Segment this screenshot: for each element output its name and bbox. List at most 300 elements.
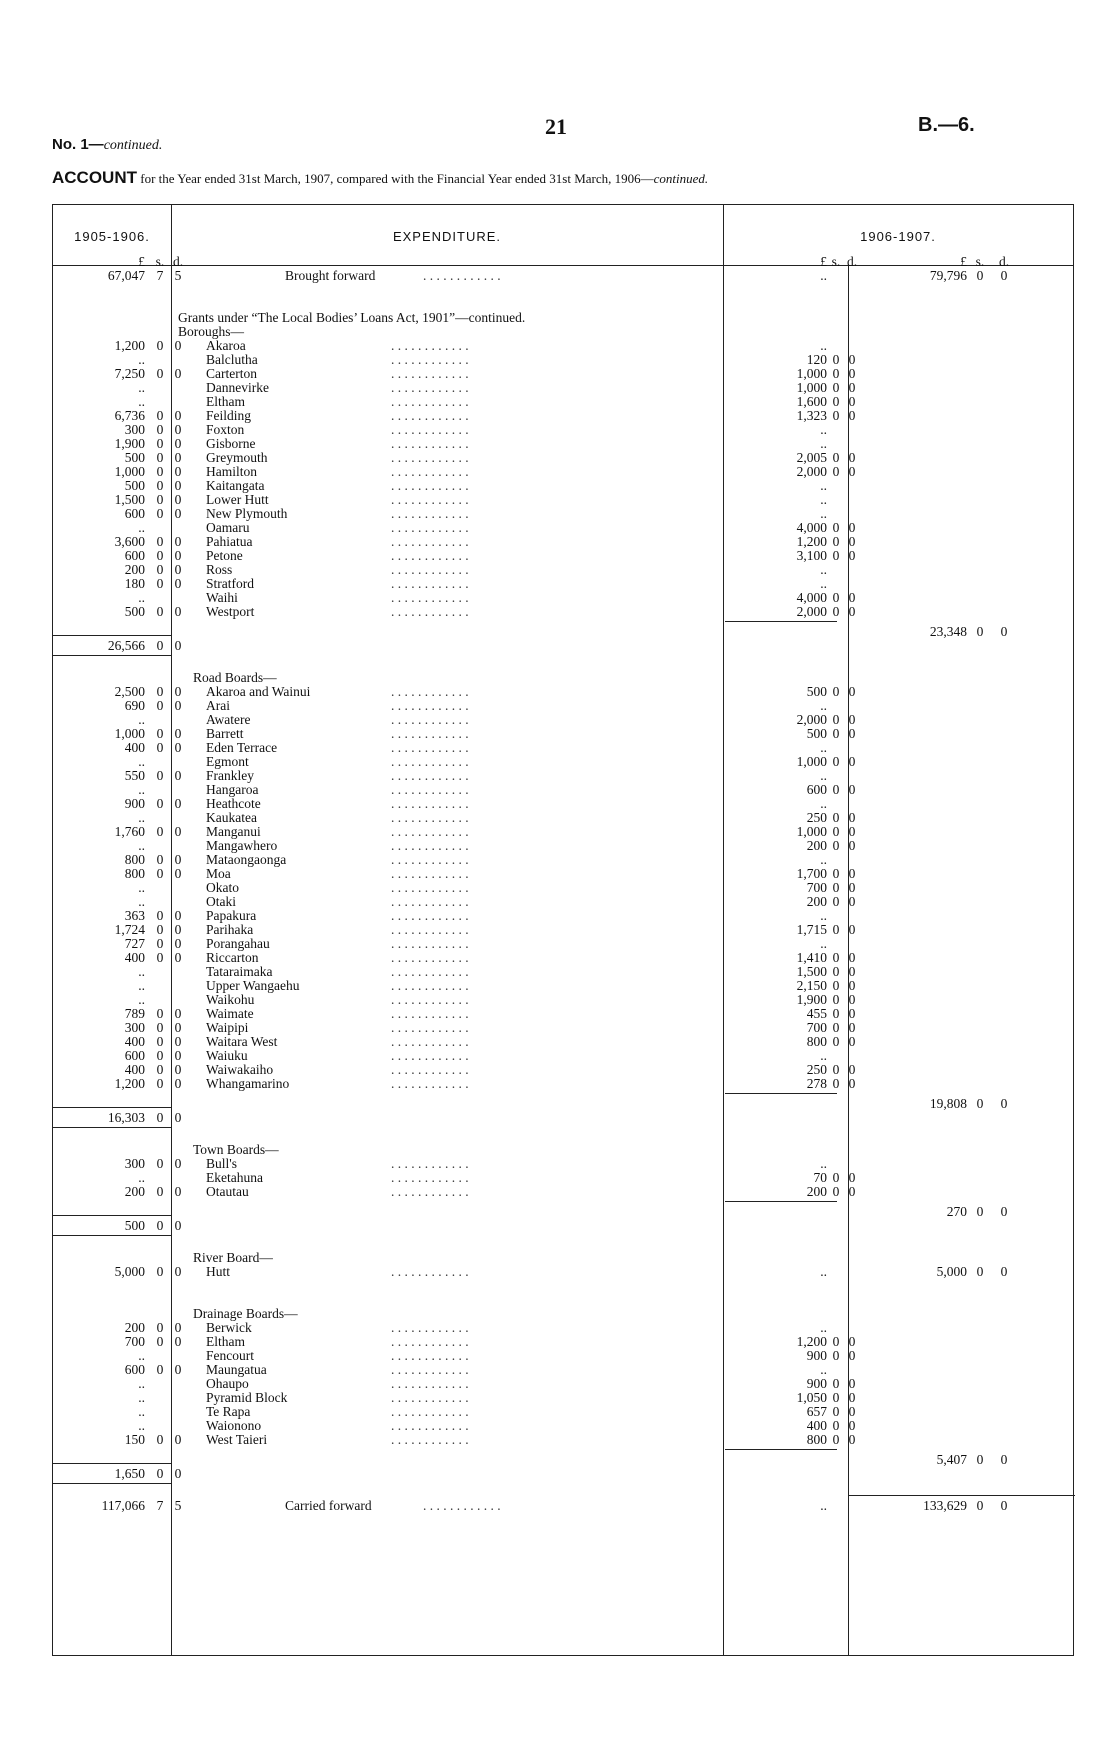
cur-shillings: 0: [832, 1376, 840, 1391]
prev-amount: ..: [138, 1418, 145, 1433]
body-name: Otaki: [206, 894, 236, 909]
prev-amount: 800: [124, 866, 145, 881]
body-name: Waimate: [206, 1006, 254, 1021]
cur-amount: 1,323: [796, 408, 827, 423]
cell-dots: . . . . . . . . . . . .: [391, 1391, 469, 1405]
cur-pence: 0: [848, 1432, 856, 1447]
cur-shillings: 0: [832, 922, 840, 937]
body-name: Mataongaonga: [206, 852, 287, 867]
body-name: Stratford: [206, 576, 254, 591]
cell-dots: . . . . . . . . . . . .: [391, 1377, 469, 1391]
prev-amount: 200: [124, 1320, 145, 1335]
prev-pence: 0: [174, 366, 182, 381]
table-row: [53, 1035, 1073, 1049]
prev-shillings: 0: [156, 1048, 164, 1063]
prev-shillings: 0: [156, 492, 164, 507]
group-total: 270: [946, 1204, 967, 1219]
cell-dots: . . . . . . . . . . . .: [391, 881, 469, 895]
group-total: 19,808: [929, 1096, 967, 1111]
prev-pence: 0: [174, 408, 182, 423]
cur-shillings: 0: [832, 964, 840, 979]
cell-dots: . . . . . . . . . . . .: [391, 839, 469, 853]
cur-pence: 0: [848, 922, 856, 937]
cur-pence: 0: [848, 380, 856, 395]
cur-pence: 0: [848, 880, 856, 895]
cell-dots: . . . . . . . . . . . .: [391, 339, 469, 353]
prev-shillings: 0: [156, 866, 164, 881]
prev-amount: ..: [138, 1170, 145, 1185]
prev-pence: 0: [174, 866, 182, 881]
group-total-row: [53, 1453, 1073, 1467]
cell-dots: . . . . . . . . . . . .: [391, 1063, 469, 1077]
cur-amount: 1,200: [796, 1334, 827, 1349]
pound-sign: £: [820, 254, 827, 269]
prev-shillings: 0: [156, 768, 164, 783]
table-row: [53, 1419, 1073, 1433]
prev-pence: 0: [174, 506, 182, 521]
table-row: [53, 1171, 1073, 1185]
pence-sign: d.: [172, 254, 184, 269]
prev-group-total: 16,303: [107, 1110, 145, 1125]
cell-dots: . . . . . . . . . . . .: [391, 727, 469, 741]
cell-dots: . . . . . . . . . . . .: [391, 979, 469, 993]
table-row: [53, 395, 1073, 409]
cur-pence: 0: [848, 992, 856, 1007]
total-rule: [725, 1201, 837, 1202]
prev-shillings: 0: [156, 478, 164, 493]
body-name: Oamaru: [206, 520, 250, 535]
total-rule: [53, 1215, 171, 1216]
body-name: Waipipi: [206, 1020, 249, 1035]
prev-pence: 0: [174, 436, 182, 451]
cell-dots: . . . . . . . . . . . .: [391, 1433, 469, 1447]
prev-total-row: [53, 1219, 1073, 1233]
cur-amount: 1,200: [796, 534, 827, 549]
prev-total-row: [53, 639, 1073, 653]
cur-shillings: 0: [832, 352, 840, 367]
body-name: Greymouth: [206, 450, 268, 465]
prev-pence: 0: [174, 422, 182, 437]
cur-pence: 0: [848, 366, 856, 381]
table-row: [53, 979, 1073, 993]
cell-dots: . . . . . . . . . . . .: [391, 923, 469, 937]
cell-dots: . . . . . . . . . . . .: [391, 507, 469, 521]
body-name: Waiuku: [206, 1048, 248, 1063]
cur-amount: ..: [820, 1048, 827, 1063]
cell-dots: . . . . . . . . . . . .: [391, 1185, 469, 1199]
cur-amount: ..: [820, 796, 827, 811]
prev-amount: ..: [138, 1376, 145, 1391]
prev-amount: 600: [124, 1362, 145, 1377]
body-name: Te Rapa: [206, 1404, 251, 1419]
cell-dots: . . . . . . . . . . . .: [391, 797, 469, 811]
table-row: [53, 825, 1073, 839]
group-heading-text: River Board—: [193, 1250, 273, 1265]
cur-amount: 2,005: [796, 450, 827, 465]
total-rule: [848, 1495, 1075, 1496]
group-total-row: [53, 625, 1073, 639]
cur-amount: 800: [806, 1034, 827, 1049]
cell-dots: . . . . . . . . . . . .: [391, 367, 469, 381]
prev-amount: 600: [124, 1048, 145, 1063]
prev-amount: ..: [138, 352, 145, 367]
grants-heading: [53, 311, 1073, 325]
cur-shillings: 0: [832, 534, 840, 549]
cur-pence: 0: [848, 810, 856, 825]
body-name: Kaukatea: [206, 810, 257, 825]
table-row: [53, 1405, 1073, 1419]
total-shillings: 0: [976, 1264, 984, 1279]
prev-shillings: 0: [156, 726, 164, 741]
body-name: Eltham: [206, 1334, 245, 1349]
cell-ld: 5: [174, 268, 182, 283]
group-total: 23,348: [929, 624, 967, 639]
cur-amount: 4,000: [796, 590, 827, 605]
table-row: [53, 507, 1073, 521]
carried-forward-label: Carried forward: [285, 1498, 372, 1513]
prev-pence: 0: [174, 478, 182, 493]
total-pence: 0: [1000, 624, 1008, 639]
body-name: Heathcote: [206, 796, 261, 811]
prev-amount: 500: [124, 604, 145, 619]
cur-amount: ..: [820, 338, 827, 353]
cur-shillings: 0: [832, 992, 840, 1007]
prev-group-total: 1,650: [114, 1466, 145, 1481]
total-rule: [53, 1235, 171, 1236]
cell-dots: . . . . . . . . . . . .: [391, 1363, 469, 1377]
prev-pence: 0: [174, 824, 182, 839]
prev-total-row: [53, 1111, 1073, 1125]
cur-amount: 200: [806, 1184, 827, 1199]
prev-pence: 0: [174, 796, 182, 811]
table-row: [53, 423, 1073, 437]
prev-shillings: 0: [156, 338, 164, 353]
cell-dots: . . . . . . . . . . . .: [391, 451, 469, 465]
cur-pence: 0: [848, 534, 856, 549]
prev-shillings: 0: [156, 1362, 164, 1377]
group-heading-text: Town Boards—: [193, 1142, 279, 1157]
prev-amount: 300: [124, 422, 145, 437]
table-row: [53, 1391, 1073, 1405]
body-name: Westport: [206, 604, 255, 619]
body-name: Petone: [206, 548, 243, 563]
total-pence: 0: [1000, 1204, 1008, 1219]
prev-pence: 0: [174, 684, 182, 699]
table-row: [53, 699, 1073, 713]
cur-amount: ..: [820, 1320, 827, 1335]
body-name: Waiwakaiho: [206, 1062, 274, 1077]
cur-shillings: 0: [832, 950, 840, 965]
body-name: Waikohu: [206, 992, 255, 1007]
cur-pence: 0: [848, 726, 856, 741]
prev-pence: 0: [174, 534, 182, 549]
cell-dots: . . . . . . . . . . . .: [391, 825, 469, 839]
cur-pence: 0: [848, 824, 856, 839]
prev-pence: 0: [174, 562, 182, 577]
group-heading: [53, 1143, 1073, 1157]
cur-amount: 1,900: [796, 992, 827, 1007]
group-heading-text: Drainage Boards—: [193, 1306, 298, 1321]
cur-pence: 0: [848, 1076, 856, 1091]
pence-sign: d.: [998, 254, 1010, 269]
prev-pence: 0: [174, 1184, 182, 1199]
prev-shillings: 0: [156, 464, 164, 479]
cur-pence: 0: [848, 754, 856, 769]
body-name: Egmont: [206, 754, 249, 769]
cell-dots: . . . . . . . . . . . .: [391, 1077, 469, 1091]
table-row: [53, 493, 1073, 507]
body-name: Bull's: [206, 1156, 237, 1171]
group-heading: [53, 1307, 1073, 1321]
body-name: New Plymouth: [206, 506, 288, 521]
body-name: Pyramid Block: [206, 1390, 288, 1405]
cur-pence: 0: [848, 838, 856, 853]
cell-ls: 7: [156, 268, 164, 283]
cell-dots: . . . . . . . . . . . .: [391, 811, 469, 825]
cell-dots: . . . . . . . . . . . .: [391, 437, 469, 451]
column-head-expenditure: EXPENDITURE.: [392, 229, 502, 244]
body-name: Waihi: [206, 590, 238, 605]
prev-shillings: 0: [156, 548, 164, 563]
total-rule: [53, 1127, 171, 1128]
table-row: [53, 605, 1073, 619]
cell-dots: . . . . . . . . . . . .: [391, 965, 469, 979]
cell-dots: . . . . . . . . . . . .: [391, 353, 469, 367]
prev-amount: 700: [124, 1334, 145, 1349]
cur-shillings: 0: [832, 604, 840, 619]
prev-shillings: 0: [156, 436, 164, 451]
body-name: Ross: [206, 562, 233, 577]
table-row: [53, 549, 1073, 563]
cur-pence: 0: [848, 1348, 856, 1363]
cur-amount: 600: [806, 782, 827, 797]
prev-pence: 0: [174, 908, 182, 923]
cell-dots: . . . . . . . . . . . .: [391, 1007, 469, 1021]
cell-dots: . . . . . . . . . . . .: [391, 993, 469, 1007]
cell-dots: . . . . . . . . . . . .: [391, 493, 469, 507]
cur-shillings: 0: [832, 1076, 840, 1091]
cur-pence: 0: [848, 548, 856, 563]
table-row: [53, 769, 1073, 783]
cell-dots: . . . . . . . . . . . .: [391, 395, 469, 409]
body-name: Upper Wangaehu: [206, 978, 300, 993]
prev-shillings: 0: [156, 1432, 164, 1447]
cur-shillings: 0: [832, 1390, 840, 1405]
cur-amount: ..: [820, 1156, 827, 1171]
cur-shillings: 0: [832, 590, 840, 605]
cur-amount: 1,000: [796, 380, 827, 395]
pound-sign: £: [960, 254, 967, 269]
cur-shillings: 0: [832, 1334, 840, 1349]
body-name: Lower Hutt: [206, 492, 269, 507]
carried-forward-row: [53, 1499, 1073, 1513]
cur-amount: 455: [806, 1006, 827, 1021]
cell-td: 0: [1000, 1498, 1008, 1513]
prev-shillings: 0: [156, 1264, 164, 1279]
prev-group-total: 500: [124, 1218, 145, 1233]
prev-shillings: 0: [156, 1320, 164, 1335]
cur-shillings: 0: [832, 366, 840, 381]
table-row: [53, 965, 1073, 979]
prev-total-pence: 0: [174, 1218, 182, 1233]
body-name: Eketahuna: [206, 1170, 263, 1185]
cur-shillings: 0: [832, 548, 840, 563]
prev-shillings: 0: [156, 1184, 164, 1199]
cell-dots: . . . . . . . . . . . .: [391, 591, 469, 605]
prev-amount: 300: [124, 1020, 145, 1035]
prev-amount: ..: [138, 712, 145, 727]
cur-pence: 0: [848, 978, 856, 993]
cur-pence: 0: [848, 1020, 856, 1035]
table-row: [53, 409, 1073, 423]
body-name: Akaroa and Wainui: [206, 684, 311, 699]
prev-pence: 0: [174, 1076, 182, 1091]
cur-pence: 0: [848, 464, 856, 479]
prev-pence: 0: [174, 1320, 182, 1335]
prev-amount: 1,200: [114, 338, 145, 353]
cell-ls: 7: [156, 1498, 164, 1513]
total-rule: [725, 621, 837, 622]
body-name: Whangamarino: [206, 1076, 290, 1091]
cell-dots: . . . . . . . . . . . .: [391, 769, 469, 783]
cur-pence: 0: [848, 1170, 856, 1185]
prev-amount: 500: [124, 478, 145, 493]
prev-pence: 0: [174, 740, 182, 755]
cur-shillings: 0: [832, 880, 840, 895]
prev-shillings: 0: [156, 740, 164, 755]
page-number: 21: [545, 114, 567, 139]
table-row: [53, 797, 1073, 811]
prev-pence: 0: [174, 604, 182, 619]
prev-shillings: 0: [156, 824, 164, 839]
cur-pence: 0: [848, 782, 856, 797]
cur-pence: 0: [848, 1390, 856, 1405]
cur-pence: 0: [848, 964, 856, 979]
prev-pence: 0: [174, 1264, 182, 1279]
cur-amount: 1,000: [796, 754, 827, 769]
table-row: [53, 591, 1073, 605]
cell-dots: . . . . . . . . . . . .: [391, 867, 469, 881]
page-title: ACCOUNT for the Year ended 31st March, 1907, compared with the Financial Year ended 31st March, 1906—continued.: [52, 168, 709, 187]
cur-amount: 200: [806, 838, 827, 853]
prev-group-total: 26,566: [107, 638, 145, 653]
cur-amount: 3,100: [796, 548, 827, 563]
table-row: [53, 1007, 1073, 1021]
prev-pence: 0: [174, 1048, 182, 1063]
grants-heading-text: Grants under “The Local Bodies’ Loans Act, 1901”—continued.: [178, 310, 526, 325]
cur-shillings: 0: [832, 1348, 840, 1363]
body-name: Eden Terrace: [206, 740, 278, 755]
cur-shillings: 0: [832, 838, 840, 853]
cell-dots: . . . . . . . . . . . .: [391, 1349, 469, 1363]
body-name: Fencourt: [206, 1348, 254, 1363]
cell-rsum: ..: [820, 268, 827, 283]
prev-total-pence: 0: [174, 1466, 182, 1481]
total-rule: [53, 1107, 171, 1108]
table-row: [53, 741, 1073, 755]
table-row: [53, 895, 1073, 909]
cur-shillings: 0: [832, 1170, 840, 1185]
prev-shillings: 0: [156, 1020, 164, 1035]
cur-shillings: 0: [832, 684, 840, 699]
cur-shillings: 0: [832, 782, 840, 797]
cell-dots: . . . . . . . . . . . .: [391, 909, 469, 923]
brought-forward-label: Brought forward: [285, 268, 376, 283]
prev-amount: 363: [124, 908, 145, 923]
cur-amount: 500: [806, 684, 827, 699]
prev-amount: ..: [138, 1404, 145, 1419]
cell-dots: . . . . . . . . . . . .: [391, 783, 469, 797]
cell-dots: . . . . . . . . . . . .: [391, 563, 469, 577]
cell-dots: . . . . . . . . . . . .: [391, 895, 469, 909]
cell-ld: 5: [174, 1498, 182, 1513]
prev-amount: 200: [124, 562, 145, 577]
prev-total-shillings: 0: [156, 1466, 164, 1481]
prev-shillings: 0: [156, 576, 164, 591]
body-name: Waionono: [206, 1418, 262, 1433]
prev-amount: ..: [138, 838, 145, 853]
cur-amount: ..: [820, 852, 827, 867]
prev-amount: ..: [138, 380, 145, 395]
table-row: [53, 853, 1073, 867]
cell-ts: 0: [976, 268, 984, 283]
prev-amount: ..: [138, 520, 145, 535]
cur-pence: 0: [848, 1376, 856, 1391]
prev-total-shillings: 0: [156, 638, 164, 653]
cell-dots: . . . . . . . . . . . .: [423, 1499, 501, 1513]
prev-pence: 0: [174, 1362, 182, 1377]
table-row: [53, 937, 1073, 951]
cur-pence: 0: [848, 408, 856, 423]
prev-amount: 3,600: [114, 534, 145, 549]
cell-dots: . . . . . . . . . . . .: [423, 269, 501, 283]
prev-pence: 0: [174, 1156, 182, 1171]
table-row: [53, 1063, 1073, 1077]
table-row: [53, 881, 1073, 895]
prev-shillings: 0: [156, 1334, 164, 1349]
prev-amount: 1,200: [114, 1076, 145, 1091]
cur-amount: 1,000: [796, 366, 827, 381]
cur-amount: ..: [820, 478, 827, 493]
prev-pence: 0: [174, 922, 182, 937]
table-row: [53, 535, 1073, 549]
prev-amount: ..: [138, 754, 145, 769]
cur-amount: 1,700: [796, 866, 827, 881]
cell-dots: . . . . . . . . . . . .: [391, 1321, 469, 1335]
cur-amount: 2,000: [796, 712, 827, 727]
cell-dots: . . . . . . . . . . . .: [391, 1171, 469, 1185]
prev-amount: 6,736: [114, 408, 145, 423]
cur-amount: 900: [806, 1376, 827, 1391]
table-row: [53, 1335, 1073, 1349]
prev-shillings: 0: [156, 1062, 164, 1077]
cur-amount: 500: [806, 726, 827, 741]
prev-pence: 0: [174, 576, 182, 591]
table-row: [53, 685, 1073, 699]
cur-amount: 250: [806, 1062, 827, 1077]
shilling-sign: s.: [155, 254, 165, 269]
total-rule: [53, 1463, 171, 1464]
cur-pence: 0: [848, 1418, 856, 1433]
cur-amount: ..: [820, 698, 827, 713]
prev-pence: 0: [174, 450, 182, 465]
prev-pence: 0: [174, 1432, 182, 1447]
cell-dots: . . . . . . . . . . . .: [391, 1419, 469, 1433]
table-row: [53, 1377, 1073, 1391]
prev-amount: 600: [124, 506, 145, 521]
body-name: Hamilton: [206, 464, 257, 479]
prev-amount: ..: [138, 1348, 145, 1363]
